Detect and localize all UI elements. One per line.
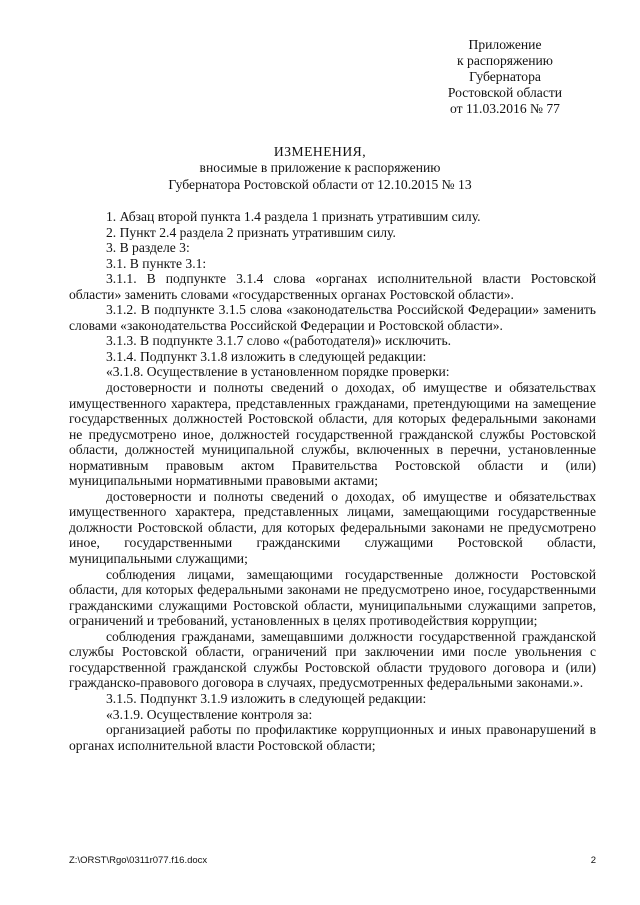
paragraph: соблюдения лицами, замещающими государственные должности Ростовской области, для которых федеральными законами не предусмотрено иное, государственными гражданскими служащими Ростовской области, муниципальными служащими запретов, ограничений и требований, установленных в целях противодействия коррупции; bbox=[69, 566, 596, 629]
paragraph: 1. Абзац второй пункта 1.4 раздела 1 признать утратившим силу. bbox=[106, 209, 481, 224]
paragraph: «3.1.9. Осуществление контроля за: bbox=[106, 706, 313, 722]
appendix-line: Губернатора bbox=[469, 69, 541, 85]
paragraph: организацией работы по профилактике коррупционных и иных правонарушений в органах исполнительной власти Ростовской области; bbox=[69, 722, 596, 753]
paragraph: 3.1.1. В подпункте 3.1.4 слова «органах исполнительной власти Ростовской области» заменить словами «государственных органах Ростовской области». bbox=[69, 271, 596, 302]
appendix-header bbox=[420, 37, 590, 117]
appendix-line: Приложение bbox=[468, 37, 542, 52]
title-subtitle-line: вносимые в приложение к распоряжению bbox=[199, 160, 441, 176]
appendix-line: Ростовской области bbox=[447, 85, 563, 101]
paragraph: 2. Пункт 2.4 раздела 2 признать утратившим силу. bbox=[106, 224, 396, 240]
title-subtitle-line: Губернатора Ростовской области от 12.10.2015 № 13 bbox=[168, 176, 472, 192]
document-title bbox=[60, 144, 580, 193]
paragraph: 3.1.3. В подпункте 3.1.7 слово «(работодателя)» исключить. bbox=[106, 333, 452, 349]
appendix-line: от 11.03.2016 № 77 bbox=[450, 101, 560, 117]
paragraph: «3.1.8. Осуществление в установленном порядке проверки: bbox=[106, 364, 450, 380]
page-number: 2 bbox=[590, 855, 596, 866]
paragraph: достоверности и полноты сведений о доходах, об имуществе и обязательствах имущественного характера, представленных гражданами, претендующими на замещение государственных должностей Ростовской области, для которых федеральными законами не предусмотрено иное, должностей государственной гражданской службы Ростовской области, должностей муниципальной службы, включенных в перечни, установленные нормативным правовым актом Правительства Ростовской области и (или) муниципальными нормативными правовыми актами; bbox=[69, 380, 596, 489]
paragraph: 3. В разделе 3: bbox=[106, 240, 190, 256]
paragraph: 3.1. В пункте 3.1: bbox=[106, 255, 207, 271]
paragraph: достоверности и полноты сведений о доходах, об имуществе и обязательствах имущественного характера, представленных лицами, замещающими государственные должности Ростовской области, для которых федеральными законами не предусмотрено иное, государственными гражданскими служащими Ростовской области, муниципальными служащими; bbox=[69, 488, 596, 567]
file-path: Z:\ORST\Rgo\0311r077.f16.docx bbox=[69, 855, 208, 866]
paragraph: 3.1.2. В подпункте 3.1.5 слова «законодательства Российской Федерации» заменить словами «законодательства Российской Федерации и Ростовской области». bbox=[69, 302, 596, 333]
paragraph: 3.1.4. Подпункт 3.1.8 изложить в следующей редакции: bbox=[106, 348, 427, 364]
title-main: ИЗМЕНЕНИЯ, bbox=[273, 144, 367, 159]
paragraph: соблюдения гражданами, замещавшими должности государственной гражданской службы Ростовской области, ограничений при заключении ими после увольнения с государственной гражданской службы Ростовской области трудового договора и (или) гражданско-правового договора в случаях, предусмотренных федеральными законами.». bbox=[69, 628, 596, 691]
appendix-line: к распоряжению bbox=[457, 53, 553, 69]
document-body bbox=[69, 209, 596, 753]
paragraph: 3.1.5. Подпункт 3.1.9 изложить в следующей редакции: bbox=[106, 690, 427, 706]
